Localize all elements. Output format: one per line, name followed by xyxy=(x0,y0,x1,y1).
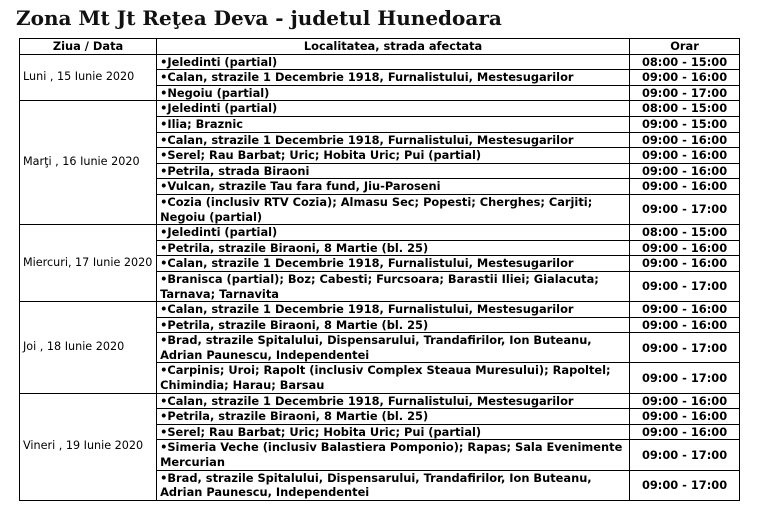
location-cell: •Vulcan, strazile Tau fara fund, Jiu-Paroseni xyxy=(157,179,630,195)
location-cell: •Petrila, strazile Biraoni, 8 Martie (bl. 25) xyxy=(157,409,630,425)
time-cell: 09:00 - 15:00 xyxy=(630,116,740,132)
location-cell: •Simeria Veche (inclusiv Balastiera Pomponio); Rapas; Sala Evenimente Mercurian xyxy=(157,440,630,470)
location-cell: •Calan, strazile 1 Decembrie 1918, Furnalistului, Mestesugarilor xyxy=(157,70,630,86)
location-cell: •Jeledinti (partial) xyxy=(157,54,630,70)
time-cell: 09:00 - 16:00 xyxy=(630,240,740,256)
day-cell: Vineri , 19 Iunie 2020 xyxy=(20,393,157,500)
location-cell: •Brad, strazile Spitalului, Dispensarului, Trandafirilor, Ion Buteanu, Adrian Paunescu, Independentei xyxy=(157,470,630,500)
time-cell: 09:00 - 17:00 xyxy=(630,470,740,500)
time-cell: 09:00 - 16:00 xyxy=(630,256,740,272)
table-row xyxy=(20,302,740,318)
day-cell: Luni , 15 Iunie 2020 xyxy=(20,54,157,101)
location-cell: •Cozia (inclusiv RTV Cozia); Almasu Sec; Popesti; Cherghes; Carjiti; Negoiu (partial) xyxy=(157,194,630,224)
header-row xyxy=(20,39,740,55)
location-cell: •Jeledinti (partial) xyxy=(157,225,630,241)
location-cell: •Serel; Rau Barbat; Uric; Hobita Uric; Pui (partial) xyxy=(157,424,630,440)
header-time: Orar xyxy=(630,39,740,55)
time-cell: 09:00 - 17:00 xyxy=(630,271,740,301)
table-row xyxy=(20,393,740,409)
day-cell: Marţi , 16 Iunie 2020 xyxy=(20,101,157,225)
location-cell: •Serel; Rau Barbat; Uric; Hobita Uric; Pui (partial) xyxy=(157,148,630,164)
location-cell: •Petrila, strada Biraoni xyxy=(157,163,630,179)
time-cell: 09:00 - 16:00 xyxy=(630,163,740,179)
time-cell: 09:00 - 17:00 xyxy=(630,85,740,101)
location-cell: •Calan, strazile 1 Decembrie 1918, Furnalistului, Mestesugarilor xyxy=(157,302,630,318)
outage-schedule-table xyxy=(19,38,740,501)
table-row xyxy=(20,101,740,117)
location-cell: •Brad, strazile Spitalului, Dispensarului, Trandafirilor, Ion Buteanu, Adrian Paunescu, Independentei xyxy=(157,333,630,363)
location-cell: •Jeledinti (partial) xyxy=(157,101,630,117)
time-cell: 09:00 - 16:00 xyxy=(630,424,740,440)
location-cell: •Ilia; Braznic xyxy=(157,116,630,132)
time-cell: 09:00 - 16:00 xyxy=(630,317,740,333)
page-title: Zona Mt Jt Reţea Deva - judetul Hunedoara xyxy=(16,6,502,30)
time-cell: 09:00 - 16:00 xyxy=(630,70,740,86)
time-cell: 08:00 - 15:00 xyxy=(630,101,740,117)
day-cell: Joi , 18 Iunie 2020 xyxy=(20,302,157,394)
time-cell: 09:00 - 16:00 xyxy=(630,302,740,318)
location-cell: •Branisca (partial); Boz; Cabesti; Furcsoara; Barastii Iliei; Gialacuta; Tarnava; Tarnavita xyxy=(157,271,630,301)
time-cell: 08:00 - 15:00 xyxy=(630,54,740,70)
time-cell: 09:00 - 16:00 xyxy=(630,148,740,164)
location-cell: •Carpinis; Uroi; Rapolt (inclusiv Complex Steaua Muresului); Rapoltel; Chimindia; Harau; Barsau xyxy=(157,363,630,393)
location-cell: •Petrila, strazile Biraoni, 8 Martie (bl. 25) xyxy=(157,317,630,333)
table-row xyxy=(20,225,740,241)
location-cell: •Petrila, strazile Biraoni, 8 Martie (bl. 25) xyxy=(157,240,630,256)
time-cell: 09:00 - 16:00 xyxy=(630,393,740,409)
header-day: Ziua / Data xyxy=(20,39,157,55)
time-cell: 09:00 - 17:00 xyxy=(630,363,740,393)
time-cell: 09:00 - 17:00 xyxy=(630,333,740,363)
header-location: Localitatea, strada afectata xyxy=(157,39,630,55)
time-cell: 09:00 - 16:00 xyxy=(630,132,740,148)
location-cell: •Calan, strazile 1 Decembrie 1918, Furnalistului, Mestesugarilor xyxy=(157,132,630,148)
time-cell: 09:00 - 17:00 xyxy=(630,194,740,224)
day-cell: Miercuri, 17 Iunie 2020 xyxy=(20,225,157,302)
time-cell: 09:00 - 17:00 xyxy=(630,440,740,470)
location-cell: •Calan, strazile 1 Decembrie 1918, Furnalistului, Mestesugarilor xyxy=(157,256,630,272)
location-cell: •Calan, strazile 1 Decembrie 1918, Furnalistului, Mestesugarilor xyxy=(157,393,630,409)
time-cell: 09:00 - 16:00 xyxy=(630,409,740,425)
location-cell: •Negoiu (partial) xyxy=(157,85,630,101)
time-cell: 08:00 - 15:00 xyxy=(630,225,740,241)
table-row xyxy=(20,54,740,70)
time-cell: 09:00 - 16:00 xyxy=(630,179,740,195)
